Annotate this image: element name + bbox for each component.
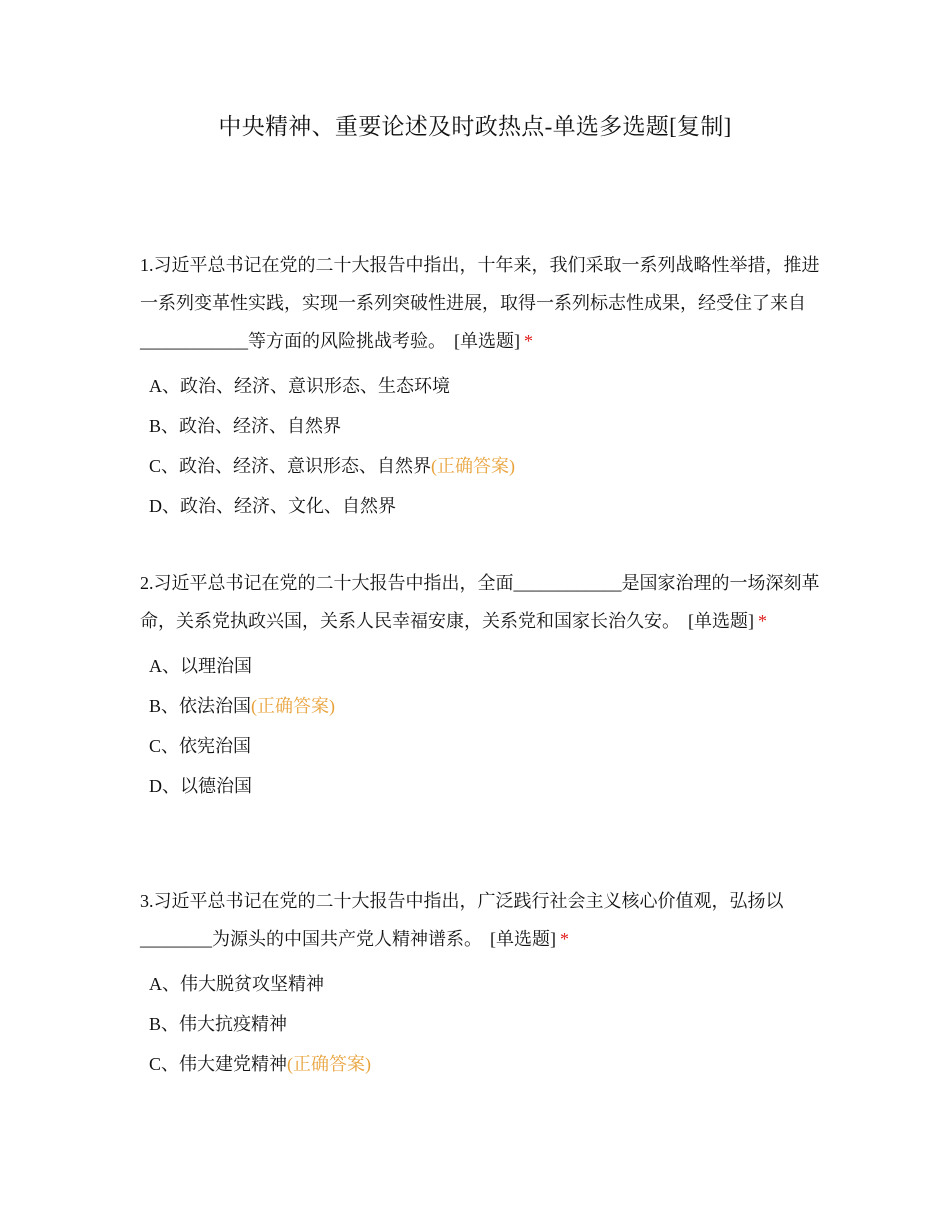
option-label: A、以理治国 [149,656,252,676]
required-asterisk: * [758,611,767,631]
option-label: D、以德治国 [149,776,252,796]
question-2 [140,564,820,806]
option-b[interactable] [140,686,820,726]
option-c[interactable] [140,1044,820,1084]
correct-answer-tag: (正确答案) [431,456,516,476]
required-asterisk: * [560,929,569,949]
option-list [140,964,820,1084]
question-stem [140,564,820,640]
option-label: B、伟大抗疫精神 [149,1014,288,1034]
question-text: 3.习近平总书记在党的二十大报告中指出，广泛践行社会主义核心价值观，弘扬以________为源头的中国共产党人精神谱系。 [140,891,784,949]
option-label: B、依法治国 [149,696,252,716]
question-type-tag: [单选题] [454,331,520,351]
question-1 [140,246,820,526]
question-text: 1.习近平总书记在党的二十大报告中指出，十年来，我们采取一系列战略性举措，推进一系列变革性实践，实现一系列突破性进展，取得一系列标志性成果，经受住了来自____________等方面的风险挑战考验。 [140,255,820,351]
question-stem [140,246,820,360]
option-list [140,366,820,526]
option-b[interactable] [140,406,820,446]
option-label: D、政治、经济、文化、自然界 [149,496,396,516]
question-stem [140,882,820,958]
option-d[interactable] [140,766,820,806]
option-c[interactable] [140,446,820,486]
question-type-tag: [单选题] [490,929,556,949]
option-label: B、政治、经济、自然界 [149,416,342,436]
option-d[interactable] [140,486,820,526]
question-text: 2.习近平总书记在党的二十大报告中指出，全面____________是国家治理的一场深刻革命，关系党执政兴国，关系人民幸福安康，关系党和国家长治久安。 [140,573,820,631]
option-b[interactable] [140,1004,820,1044]
required-asterisk: * [524,331,533,351]
correct-answer-tag: (正确答案) [287,1054,372,1074]
option-list [140,646,820,806]
option-c[interactable] [140,726,820,766]
option-a[interactable] [140,646,820,686]
question-type-tag: [单选题] [688,611,754,631]
option-a[interactable] [140,964,820,1004]
option-label: A、政治、经济、意识形态、生态环境 [149,376,450,396]
page-title: 中央精神、重要论述及时政热点-单选多选题[复制] [218,114,732,139]
question-3 [140,882,820,1084]
option-a[interactable] [140,366,820,406]
option-label: A、伟大脱贫攻坚精神 [149,974,324,994]
correct-answer-tag: (正确答案) [251,696,336,716]
option-label: C、政治、经济、意识形态、自然界 [149,456,432,476]
option-label: C、伟大建党精神 [149,1054,288,1074]
option-label: C、依宪治国 [149,736,252,756]
